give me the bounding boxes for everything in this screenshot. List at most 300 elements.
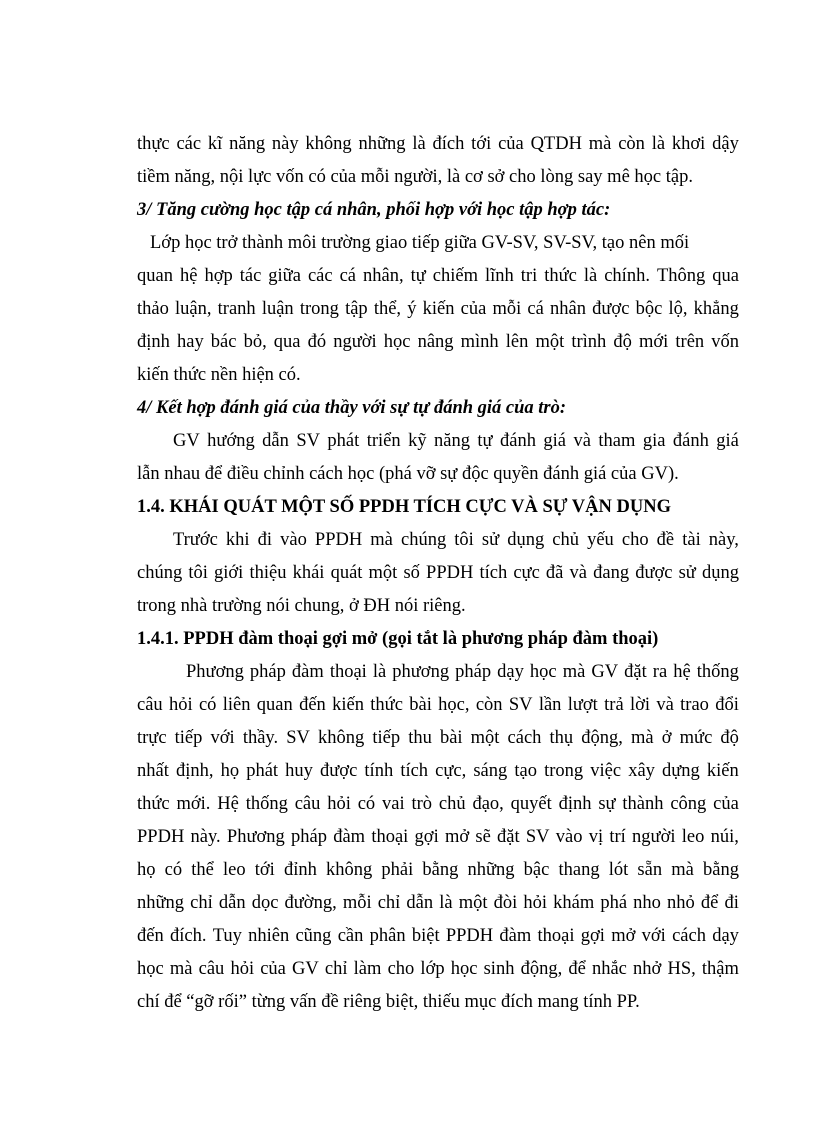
paragraph-4 [137, 425, 739, 491]
text-line [137, 128, 739, 161]
word: này [271, 134, 299, 154]
word: với [641, 926, 666, 946]
word: và [573, 431, 591, 451]
word: quát [330, 563, 363, 583]
word: gia [642, 431, 666, 451]
word: hỏi [327, 794, 351, 814]
word: kỹ [408, 431, 427, 451]
word: cần [337, 926, 364, 946]
word: kiến [706, 761, 739, 781]
word: mà [169, 959, 193, 979]
word: quan [256, 695, 293, 715]
word: dẫn [218, 893, 246, 913]
word: lộ, [668, 299, 688, 319]
word: một [368, 563, 398, 583]
word: thống [696, 662, 739, 682]
word: việc [590, 761, 622, 781]
word: kiến [332, 695, 364, 715]
word: mà [370, 530, 393, 550]
word: lời [629, 695, 651, 715]
word: tài [682, 530, 701, 550]
word: phân [369, 926, 406, 946]
word: là [583, 266, 598, 286]
text-line [137, 689, 739, 722]
word: đặt [497, 827, 520, 847]
word: còn [618, 134, 645, 154]
word: mình [460, 332, 499, 352]
word: được [320, 761, 358, 781]
word: những [358, 134, 406, 154]
word: năng [434, 431, 470, 451]
word: Trước [173, 530, 218, 550]
text-line [137, 557, 739, 590]
word: năng [229, 134, 266, 154]
word: đánh [500, 431, 536, 451]
word: dẫn [262, 431, 289, 451]
word: quan [137, 266, 173, 286]
word: PPDH [137, 827, 185, 847]
word: và [656, 695, 674, 715]
word: là [439, 893, 453, 913]
text-line [137, 425, 739, 458]
word: lĩnh [484, 266, 514, 286]
word: PPDH [445, 926, 494, 946]
word: khi [225, 530, 250, 550]
word: câu [294, 794, 321, 814]
word: giá [716, 431, 739, 451]
word: chỉ [190, 893, 213, 913]
word: nhỏ [667, 893, 695, 913]
word: dẫn [406, 893, 434, 913]
word: nhân, [363, 266, 404, 286]
paragraph-1-4 [137, 524, 739, 623]
word: dựng [662, 761, 700, 781]
word: bằng [702, 860, 739, 880]
word: núi, [710, 827, 739, 847]
word: đặt [624, 662, 647, 682]
word: cho [621, 530, 649, 550]
word: hệ [673, 662, 691, 682]
word: là [412, 134, 426, 154]
word: sử [678, 563, 696, 583]
word: thầy. [242, 728, 279, 748]
word: nhắc [591, 959, 627, 979]
text-line [137, 524, 739, 557]
word: họ [137, 860, 156, 880]
text-line: kiến thức nền hiện có. [137, 365, 301, 385]
word: giá [543, 431, 567, 451]
word: phát [246, 761, 279, 781]
word: vốn [711, 332, 739, 352]
text-line [137, 821, 739, 854]
word: của [713, 794, 739, 814]
word: GV [173, 431, 200, 451]
word: tôi [454, 530, 474, 550]
word: này, [708, 530, 739, 550]
word: cách [672, 926, 706, 946]
word: kĩ [207, 134, 223, 154]
text-line [137, 953, 739, 986]
word: triển [366, 431, 401, 451]
text-line: Lớp học trở thành môi trường giao tiếp giữa GV-SV, SV-SV, tạo nên mối [150, 233, 690, 253]
word: trò [411, 794, 433, 814]
word: qua [712, 266, 739, 286]
word: đánh [672, 431, 709, 451]
word: cách [507, 728, 542, 748]
word: giữa [268, 266, 301, 286]
word: nhân [550, 299, 586, 319]
word: phát [327, 431, 360, 451]
word: một [535, 332, 565, 352]
word: thể [191, 860, 214, 880]
word: còn [475, 695, 503, 715]
word: thực [137, 134, 170, 154]
word: thang [558, 860, 600, 880]
word: khơi [671, 134, 706, 154]
word: khái [292, 563, 325, 583]
word: công [670, 794, 707, 814]
word: người [632, 827, 676, 847]
word: có [357, 794, 376, 814]
word: học [383, 332, 411, 352]
word: phải [381, 860, 414, 880]
word: mới. [176, 794, 211, 814]
word: biệt [411, 926, 440, 946]
word: tự [477, 431, 493, 451]
word: lần [538, 695, 562, 715]
word: độ [613, 332, 632, 352]
word: mà [588, 134, 612, 154]
word: nâng [417, 332, 454, 352]
word: PPDH [426, 563, 474, 583]
word: tới [471, 134, 492, 154]
word: khám [553, 893, 595, 913]
word: chúng [137, 563, 183, 583]
word: giới [214, 563, 244, 583]
word: của [460, 299, 487, 319]
word: đạo, [472, 794, 504, 814]
word: định, [175, 761, 214, 781]
word: bác [210, 332, 237, 352]
word: độ [720, 728, 739, 748]
word: đến [299, 695, 326, 715]
word: hay [176, 332, 204, 352]
word: leo [223, 860, 246, 880]
word: chính. [604, 266, 650, 286]
word: tranh [217, 299, 256, 319]
word: vị [588, 827, 604, 847]
word: lớp [420, 959, 445, 979]
word: có [198, 695, 217, 715]
word: thức [370, 695, 403, 715]
word: tri [520, 266, 538, 286]
word: hệ [179, 266, 198, 286]
word: thoại [371, 827, 409, 847]
text-line [137, 260, 739, 293]
word: đích [432, 134, 465, 154]
word: nhất [137, 761, 169, 781]
word: bằng [422, 860, 459, 880]
word: thụ [549, 728, 574, 748]
word: tự [410, 266, 426, 286]
word: mở [444, 827, 470, 847]
word: với [210, 728, 235, 748]
word: trong [544, 761, 584, 781]
text-line [137, 887, 739, 920]
word: pháp [455, 662, 492, 682]
word: trả [604, 695, 624, 715]
word: cực, [435, 761, 467, 781]
word: bộc [635, 299, 663, 319]
text-line: trong nhà trường nói chung, ở ĐH nói riêng. [137, 596, 466, 616]
word: đến [137, 926, 164, 946]
word: tôi [188, 563, 208, 583]
heading-3: 3/ Tăng cường học tập cá nhân, phối hợp với học tập hợp tác: [137, 200, 611, 220]
word: mà [562, 662, 586, 682]
word: thức [544, 266, 577, 286]
word: chủ [438, 794, 466, 814]
word: luận [261, 299, 294, 319]
word: thống [245, 794, 288, 814]
word: tác [239, 266, 262, 286]
word: đàm [291, 662, 324, 682]
word: bài [439, 728, 463, 748]
word: lượt [567, 695, 598, 715]
word: đàm [333, 827, 366, 847]
word: PPDH [314, 530, 363, 550]
word: để [568, 959, 586, 979]
paragraph-1-4-1 [137, 656, 739, 1019]
word: là [651, 134, 666, 154]
word: nhở [633, 959, 662, 979]
word: xây [628, 761, 655, 781]
word: thu [408, 728, 432, 748]
text-line [137, 920, 739, 953]
word: số [403, 563, 420, 583]
word: hỏi [523, 893, 547, 913]
word: trao [680, 695, 709, 715]
word: động, [520, 959, 563, 979]
word: một [470, 728, 500, 748]
word: tham [598, 431, 636, 451]
word: luận, [175, 299, 212, 319]
word: thoại [537, 926, 575, 946]
word: hợp [204, 266, 233, 286]
word: SV [525, 827, 550, 847]
word: Thông [656, 266, 706, 286]
word: tích [479, 563, 508, 583]
text-line: lẫn nhau để điều chỉnh cách học (phá vỡ sự độc quyền đánh giá của GV). [137, 464, 679, 484]
word: QTDH [530, 134, 582, 154]
word: đòi [493, 893, 518, 913]
word: câu [137, 695, 163, 715]
word: ý [407, 299, 417, 319]
word: phá [600, 893, 628, 913]
word: là [372, 662, 387, 682]
word: pháp [249, 662, 286, 682]
word: Phương [226, 827, 285, 847]
word: tính [364, 761, 394, 781]
word: mức [679, 728, 713, 748]
word: vào [555, 827, 583, 847]
word: câu [198, 959, 225, 979]
word: quyết [510, 794, 552, 814]
word: trên [675, 332, 705, 352]
word: ở [661, 728, 672, 748]
heading-4: 4/ Kết hợp đánh giá của thầy với sự tự đánh giá của trò: [137, 398, 567, 418]
word: Tuy [212, 926, 242, 946]
word: tạo [514, 761, 537, 781]
word: sự [598, 794, 616, 814]
word: GV [591, 662, 619, 682]
word: SV [508, 695, 533, 715]
word: đổi [715, 695, 739, 715]
text-line [137, 722, 739, 755]
word: bỏ, [243, 332, 267, 352]
word: học, [438, 695, 470, 715]
word: qua [273, 332, 301, 352]
text-line [137, 854, 739, 887]
word: tiếp [174, 728, 203, 748]
word: HS, [667, 959, 696, 979]
word: mà [631, 728, 654, 748]
word: họ [220, 761, 240, 781]
word: dạy [712, 926, 739, 946]
word: SV [296, 431, 320, 451]
word: huy [285, 761, 313, 781]
word: thoại [329, 662, 367, 682]
word: sinh [483, 959, 515, 979]
word: sẵn [637, 860, 663, 880]
word: và [569, 563, 587, 583]
text-line: chí để “gỡ rối” từng vấn đề riêng biệt, thiếu mục đích mang tính PP. [137, 992, 640, 1012]
word: trình [571, 332, 607, 352]
word: của [498, 134, 524, 154]
paragraph-3 [137, 227, 739, 392]
word: dụng [701, 563, 739, 583]
word: đi [724, 893, 739, 913]
word: chiếm [432, 266, 478, 286]
word: các [307, 266, 333, 286]
word: nhiên [248, 926, 290, 946]
word: mỗi [492, 299, 522, 319]
word: đàm [499, 926, 532, 946]
word: liên [222, 695, 251, 715]
word: không [305, 134, 352, 154]
word: dọc [251, 893, 279, 913]
text-line [137, 293, 739, 326]
word: chủ [552, 530, 579, 550]
word: thảo [137, 299, 169, 319]
word: đi [257, 530, 273, 550]
word: kiến [422, 299, 455, 319]
word: được [592, 299, 630, 319]
document-body [137, 128, 739, 1019]
word: lót [608, 860, 629, 880]
word: pháp [291, 827, 327, 847]
word: tới [254, 860, 275, 880]
word: cá [339, 266, 357, 286]
word: dạy [497, 662, 524, 682]
word: gợi [580, 926, 605, 946]
word: tập [345, 299, 368, 319]
word: chỉ [324, 959, 348, 979]
word: hỏi [169, 695, 193, 715]
text-line [137, 755, 739, 788]
word: leo [681, 827, 705, 847]
word: làm [353, 959, 382, 979]
word: mỗi [342, 893, 372, 913]
word: lên [505, 332, 529, 352]
word: trí [609, 827, 626, 847]
word: cực [513, 563, 540, 583]
word: vai [382, 794, 405, 814]
word: thành [622, 794, 664, 814]
word: đích. [169, 926, 207, 946]
word: GV [292, 959, 319, 979]
word: định [558, 794, 592, 814]
word: động, [581, 728, 623, 748]
word: không [317, 728, 365, 748]
word: đó [307, 332, 327, 352]
section-heading-1-4-1: 1.4.1. PPDH đàm thoại gợi mở (gọi tắt là phương pháp đàm thoại) [137, 629, 659, 649]
word: để [700, 893, 719, 913]
word: thậm [701, 959, 739, 979]
word: thể, [373, 299, 402, 319]
word: cá [527, 299, 544, 319]
word: không [326, 860, 373, 880]
word: khẳng [693, 299, 739, 319]
word: các [176, 134, 202, 154]
word: đề [656, 530, 675, 550]
word: cũng [295, 926, 332, 946]
word: sáng [473, 761, 508, 781]
word: tích [400, 761, 429, 781]
word: trong [299, 299, 339, 319]
word: của [260, 959, 286, 979]
word: vào [280, 530, 307, 550]
word: sẽ [475, 827, 491, 847]
paragraph-intro [137, 128, 739, 194]
word: định [137, 332, 170, 352]
text-line [137, 656, 739, 689]
word: có [164, 860, 183, 880]
word: bậc [523, 860, 550, 880]
text-line: tiềm năng, nội lực vốn có của mỗi người, là cơ sở cho lòng say mê học tập. [137, 167, 693, 187]
word: bài [409, 695, 432, 715]
word: mà [671, 860, 694, 880]
word: những [467, 860, 515, 880]
word: cho [387, 959, 415, 979]
word: hướng [207, 431, 255, 451]
word: mở [611, 926, 636, 946]
text-line [137, 788, 739, 821]
word: mới [638, 332, 669, 352]
word: trực [137, 728, 167, 748]
word: học [450, 959, 478, 979]
word: một [458, 893, 488, 913]
word: phương [392, 662, 450, 682]
word: dậy [712, 134, 739, 154]
word: yếu [587, 530, 614, 550]
word: chỉ [377, 893, 401, 913]
word: SV [286, 728, 310, 748]
word: nho [633, 893, 661, 913]
word: sử [481, 530, 500, 550]
word: tiếp [372, 728, 401, 748]
word: người [333, 332, 377, 352]
word: những [137, 893, 185, 913]
